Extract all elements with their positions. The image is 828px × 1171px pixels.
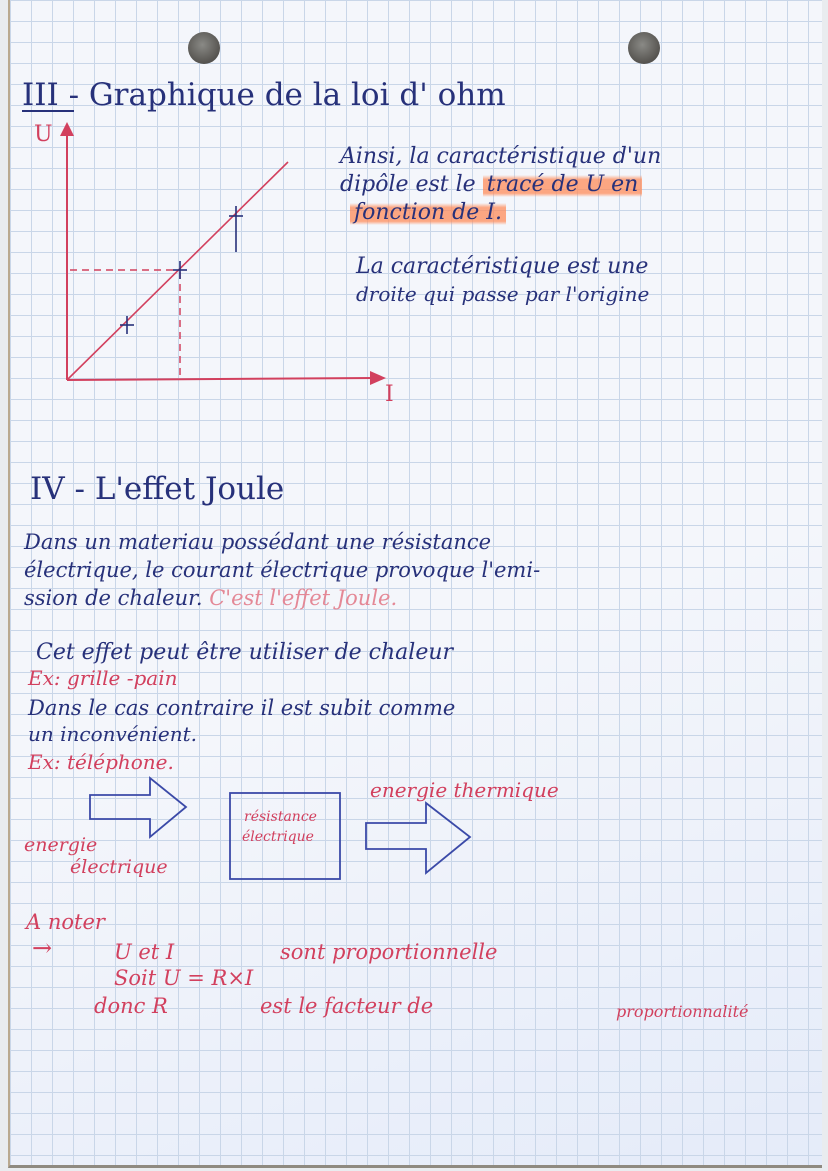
highlighted-text: tracé de U en: [483, 172, 643, 197]
binder-hole-left: [188, 32, 220, 64]
graph-y-arrow: [60, 122, 74, 136]
note-line-1-a: U et I: [114, 940, 175, 964]
input-energy-label-2: électrique: [70, 856, 168, 878]
highlighted-text-2: fonction de I.: [350, 200, 506, 225]
data-point-1: [120, 316, 134, 334]
data-point-3: [229, 206, 243, 252]
note-line-3-c: proportionnalité: [616, 1002, 749, 1021]
binder-hole-right: [628, 32, 660, 64]
box-label-1: résistance: [244, 809, 317, 825]
paragraph-3-line-2: un inconvénient.: [28, 722, 198, 746]
paragraph-1-line-2: électrique, le courant électrique provoque l'emi-: [24, 558, 541, 582]
section-3-text-line-4: La caractéristique est une: [356, 254, 649, 279]
section-3-text-line-2: [340, 174, 642, 196]
note-line-3-a: donc R: [94, 994, 168, 1018]
paragraph-2-line-1: Cet effet peut être utiliser de chaleur: [36, 640, 454, 665]
paragraph-3-line-1: Dans le cas contraire il est subit comme: [28, 696, 456, 720]
input-energy-label-1: energie: [24, 834, 98, 856]
box-label-2: électrique: [242, 829, 314, 845]
graph-x-arrow: [370, 371, 386, 385]
section-3-text-line-5: droite qui passe par l'origine: [356, 282, 650, 306]
input-arrow: [90, 778, 186, 837]
section-3-text-line-1: Ainsi, la caractéristique d'un: [340, 144, 662, 169]
graph-x-label: I: [385, 382, 394, 407]
graph-y-label: U: [34, 122, 53, 147]
note-line-1-b: sont proportionnelle: [280, 940, 498, 964]
section-4-title: IV - L'effet Joule: [30, 471, 285, 507]
note-line-3-b: est le facteur de: [260, 994, 434, 1018]
paragraph-1-line-3-a: ssion de chaleur.: [24, 586, 203, 610]
example-2: Ex: téléphone.: [28, 750, 174, 774]
note-line-2: Soit U = R×I: [114, 966, 254, 990]
section-3-text-line-2-start: dipôle est le: [340, 172, 476, 197]
section-3-title: III - Graphique de la loi d' ohm: [22, 77, 506, 113]
paragraph-1-line-3: [24, 588, 397, 609]
graph-x-axis: [67, 378, 375, 380]
effet-joule-definition: C'est l'effet Joule.: [209, 586, 398, 610]
output-arrow: [366, 803, 470, 873]
characteristic-line: [67, 162, 288, 380]
note-arrow-icon: →: [32, 934, 53, 962]
note-title: A noter: [26, 910, 105, 934]
notebook-page: [8, 0, 822, 1168]
title-3-underline: [22, 108, 82, 114]
section-3-text-line-3: [350, 202, 506, 224]
paragraph-1-line-1: Dans un materiau possédant une résistance: [24, 530, 492, 554]
output-energy-label: energie thermique: [370, 778, 559, 802]
example-1: Ex: grille -pain: [28, 666, 178, 690]
